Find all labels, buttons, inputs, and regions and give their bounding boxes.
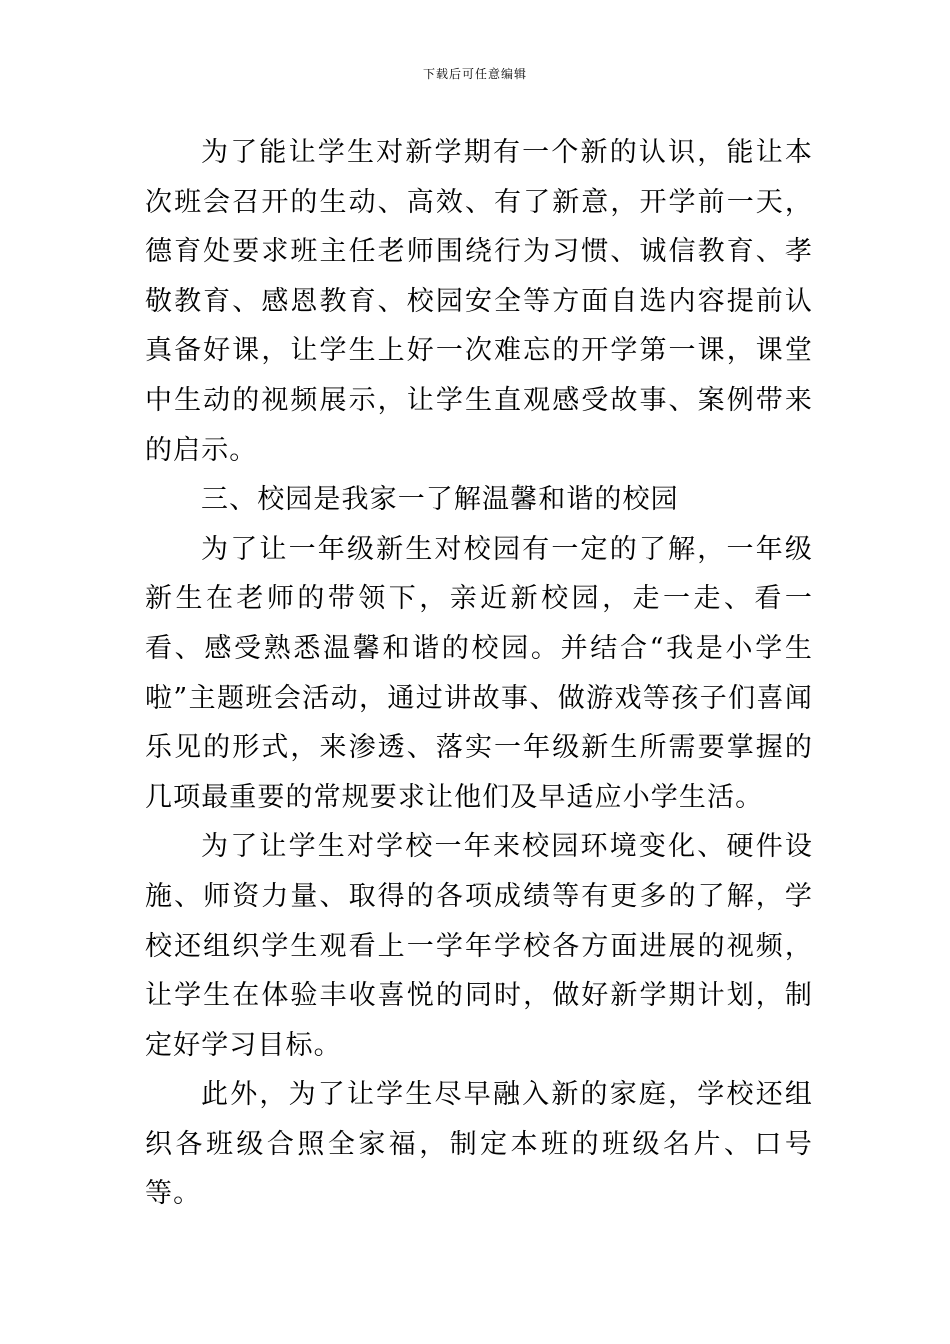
paragraph-opening-class: 为了能让学生对新学期有一个新的认识，能让本次班会召开的生动、高效、有了新意，开学前一天，德育处要求班主任老师围绕行为习惯、诚信教育、孝敬教育、感恩教育、校园安全等方面自选内容提前认真备好课，让学生上好一次难忘的开学第一课，课堂中生动的视频展示，让学生直观感受故事、案例带来的启示。 (145, 137, 813, 466)
paragraph-family-photo: 此外，为了让学生尽早融入新的家庭，学校还组织各班级合照全家福，制定本班的班级名片、口号等。 (145, 1079, 813, 1210)
paragraph-school-video: 为了让学生对学校一年来校园环境变化、硬件设施、师资力量、取得的各项成绩等有更多的了解，学校还组织学生观看上一学年学校各方面进展的视频，让学生在体验丰收喜悦的同时，做好新学期计划，制定好学习目标。 (145, 831, 813, 1061)
document-body (145, 128, 813, 1219)
section-heading-campus-home: 三、校园是我家一了解温馨和谐的校园 (201, 484, 679, 516)
page-header-note: 下载后可任意编辑 (422, 67, 527, 81)
paragraph-first-graders: 为了让一年级新生对校园有一定的了解，一年级新生在老师的带领下，亲近新校园，走一走、看一看、感受熟悉温馨和谐的校园。并结合“我是小学生啦”主题班会活动，通过讲故事、做游戏等孩子们喜闻乐见的形式，来渗透、落实一年级新生所需要掌握的几项最重要的常规要求让他们及早适应小学生活。 (145, 533, 813, 813)
